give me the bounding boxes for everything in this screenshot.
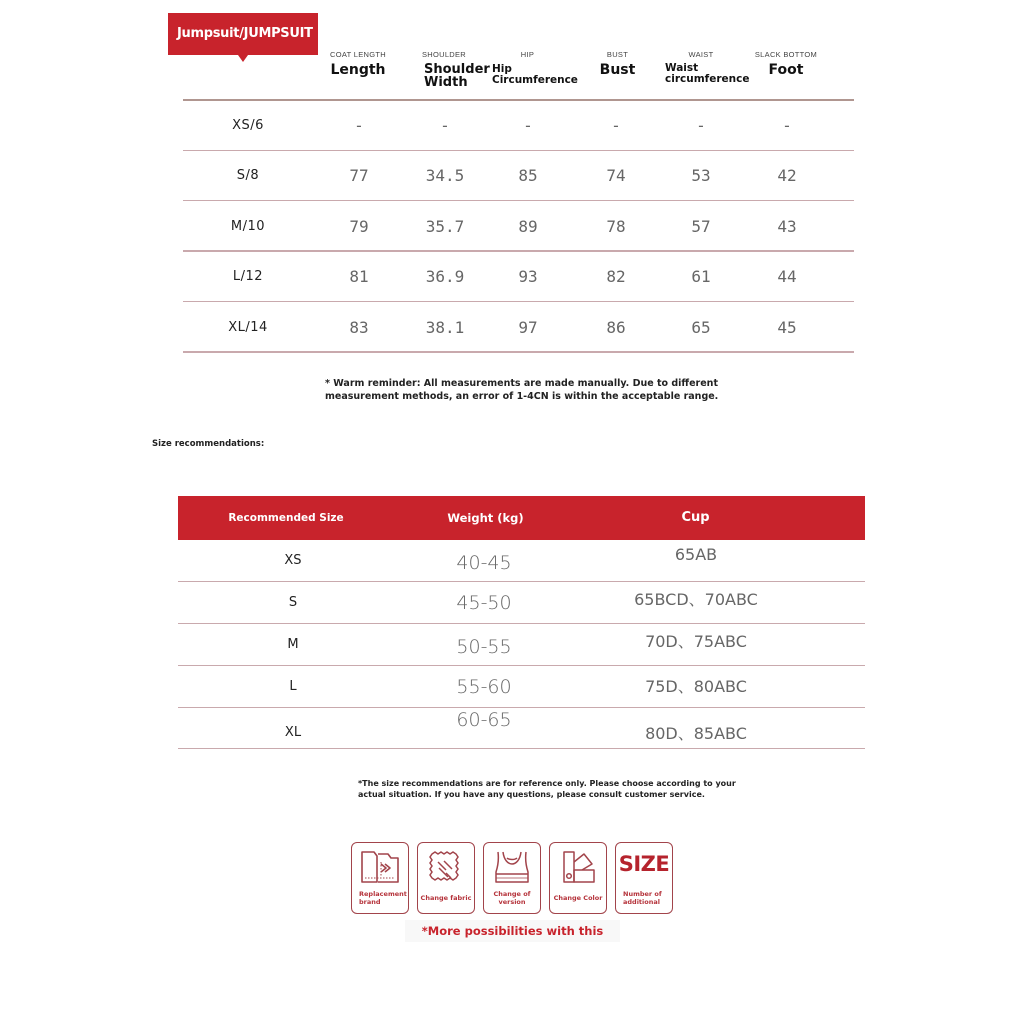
rec-head-cup: Cup bbox=[681, 510, 710, 525]
col-sub-length: COAT LENGTH bbox=[330, 50, 386, 59]
cell-size: L bbox=[289, 679, 297, 694]
table-row bbox=[183, 101, 854, 151]
col-head-length bbox=[318, 50, 398, 77]
service-change-color bbox=[549, 842, 607, 914]
service-label: Change Color bbox=[553, 894, 603, 902]
col-main-shoulder-line1: Shoulder bbox=[424, 62, 490, 77]
size-icon: SIZE bbox=[618, 852, 670, 876]
cell-cup: 65BCD、70ABC bbox=[634, 590, 758, 609]
table-row bbox=[178, 582, 865, 624]
col-head-foot bbox=[750, 50, 822, 77]
cell-size: S bbox=[288, 595, 298, 610]
col-sub-shoulder: SHOULDER bbox=[421, 50, 467, 59]
cell-shoulder: 36.9 bbox=[425, 267, 465, 287]
col-main-hip-line1: Hip bbox=[492, 63, 512, 75]
col-main-waist bbox=[665, 62, 750, 85]
cell-bust: 78 bbox=[606, 216, 626, 236]
table-row bbox=[183, 303, 854, 353]
cell-waist: 61 bbox=[691, 267, 711, 287]
cell-bust: - bbox=[611, 116, 621, 135]
col-sub-hip: HIP bbox=[520, 50, 535, 59]
cell-length: 79 bbox=[349, 216, 369, 236]
cell-length: 81 bbox=[349, 267, 369, 287]
cell-waist: 57 bbox=[691, 216, 711, 236]
cell-size: XL/14 bbox=[228, 319, 268, 335]
col-head-bust bbox=[590, 50, 645, 77]
cell-length: - bbox=[354, 116, 364, 135]
cell-foot: 44 bbox=[777, 267, 797, 287]
table-row bbox=[178, 540, 865, 582]
cell-hip: 97 bbox=[518, 317, 538, 337]
cell-cup: 80D、85ABC bbox=[645, 724, 747, 743]
service-label: Change fabric bbox=[420, 894, 472, 902]
cell-weight: 55-60 bbox=[456, 676, 512, 698]
table-row bbox=[183, 151, 854, 201]
rec-head-weight: Weight (kg) bbox=[447, 511, 524, 525]
cell-cup: 75D、80ABC bbox=[645, 677, 747, 696]
table-row bbox=[178, 707, 865, 749]
size-recommendations-label: Size recommendations: bbox=[152, 439, 265, 449]
cell-size: M bbox=[287, 637, 299, 652]
more-possibilities-text: *More possibilities with this bbox=[405, 920, 620, 942]
service-label: Change of version bbox=[493, 890, 531, 906]
cell-length: 77 bbox=[349, 166, 369, 186]
table-row bbox=[183, 202, 854, 252]
col-main-waist-line2: circumference bbox=[665, 73, 750, 85]
cell-bust: 74 bbox=[606, 166, 626, 186]
cell-waist: 65 bbox=[691, 317, 711, 337]
service-replacement-brand bbox=[351, 842, 409, 914]
cell-length: 83 bbox=[349, 317, 369, 337]
cell-shoulder: 34.5 bbox=[425, 166, 465, 186]
change-color-icon bbox=[556, 848, 600, 888]
service-change-version bbox=[483, 842, 541, 914]
col-sub-foot: SLACK BOTTOM bbox=[754, 50, 818, 59]
service-size bbox=[615, 842, 673, 914]
cell-waist: 53 bbox=[691, 166, 711, 186]
col-main-hip-line2: Circumference bbox=[492, 74, 578, 86]
change-version-icon bbox=[490, 848, 534, 888]
cell-foot: - bbox=[782, 116, 792, 135]
service-label: Number of additional bbox=[623, 890, 662, 906]
cell-size: XL bbox=[284, 725, 302, 740]
table-row bbox=[178, 666, 865, 708]
change-fabric-icon bbox=[424, 848, 468, 888]
cell-foot: 43 bbox=[777, 216, 797, 236]
cell-foot: 45 bbox=[777, 317, 797, 337]
row-divider bbox=[183, 351, 854, 353]
col-main-hip bbox=[492, 63, 578, 86]
col-head-waist bbox=[663, 50, 750, 85]
cell-hip: 89 bbox=[518, 216, 538, 236]
cell-size: M/10 bbox=[230, 218, 266, 234]
cell-size: L/12 bbox=[232, 269, 264, 285]
table-row bbox=[183, 252, 854, 302]
recommendation-table-header bbox=[178, 496, 865, 540]
cell-shoulder: 35.7 bbox=[425, 216, 465, 236]
cell-foot: 42 bbox=[777, 166, 797, 186]
cell-shoulder: - bbox=[440, 116, 450, 135]
service-label: Replacement brand bbox=[359, 890, 407, 906]
col-main-length: Length bbox=[330, 62, 386, 78]
col-head-shoulder bbox=[414, 50, 490, 90]
service-change-fabric bbox=[417, 842, 475, 914]
cell-bust: 86 bbox=[606, 317, 626, 337]
cell-weight: 50-55 bbox=[456, 636, 512, 658]
cell-hip: 93 bbox=[518, 267, 538, 287]
product-title-tag: Jumpsuit/JUMPSUIT bbox=[168, 13, 318, 55]
cell-cup: 70D、75ABC bbox=[645, 632, 747, 651]
table-row bbox=[178, 624, 865, 666]
cell-weight: 40-45 bbox=[456, 552, 512, 574]
col-sub-bust: BUST bbox=[606, 50, 629, 59]
col-main-shoulder-line2: Width bbox=[424, 75, 468, 90]
cell-hip: - bbox=[523, 116, 533, 135]
col-main-waist-line1: Waist bbox=[665, 62, 699, 74]
cell-bust: 82 bbox=[606, 267, 626, 287]
measurement-table-header bbox=[0, 50, 1024, 100]
cell-cup: 65AB bbox=[674, 545, 718, 564]
cell-weight: 45-50 bbox=[456, 592, 512, 614]
cell-size: S/8 bbox=[236, 168, 260, 184]
replacement-brand-icon bbox=[358, 848, 402, 888]
col-sub-waist: WAIST bbox=[688, 50, 714, 59]
cell-waist: - bbox=[696, 116, 706, 135]
cell-weight: 60-65 bbox=[456, 709, 512, 731]
col-main-foot: Foot bbox=[768, 62, 804, 78]
col-head-hip bbox=[490, 50, 578, 86]
row-divider bbox=[178, 748, 865, 750]
col-main-bust: Bust bbox=[599, 62, 636, 78]
cell-size: XS bbox=[284, 553, 302, 568]
cell-size: XS/6 bbox=[232, 118, 264, 133]
warm-reminder-note: * Warm reminder: All measurements are made manually. Due to different measurement methods, an error of 1-4CN is within the acceptable range. bbox=[325, 378, 719, 402]
recommendation-note: *The size recommendations are for reference only. Please choose according to your actual situation. If you have any questions, please consult customer service. bbox=[358, 779, 736, 799]
col-main-shoulder bbox=[424, 62, 490, 90]
cell-shoulder: 38.1 bbox=[425, 317, 465, 337]
cell-hip: 85 bbox=[518, 166, 538, 186]
rec-head-size: Recommended Size bbox=[228, 512, 344, 524]
